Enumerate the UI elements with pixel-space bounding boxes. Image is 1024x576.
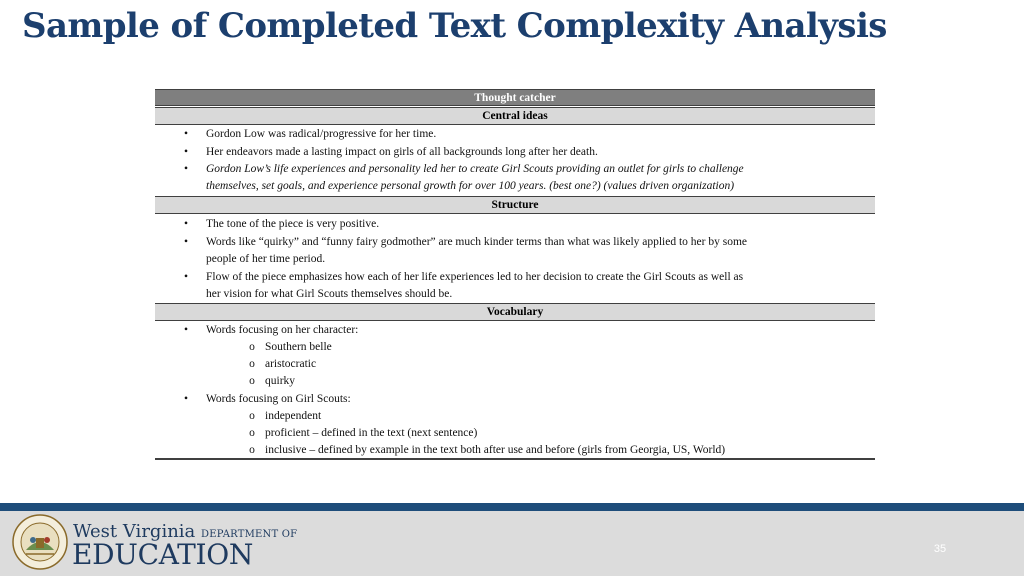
- circle-bullet-icon: o: [249, 427, 255, 439]
- circle-bullet-icon: o: [249, 375, 255, 387]
- circle-bullet-icon: o: [249, 358, 255, 370]
- thought-catcher-header: Thought catcher: [155, 89, 875, 106]
- bullet-icon: •: [183, 163, 189, 175]
- bullet-icon: •: [183, 393, 189, 405]
- bullet-icon: •: [183, 271, 189, 283]
- circle-bullet-icon: o: [249, 341, 255, 353]
- bullet-icon: •: [183, 236, 189, 248]
- wv-state-seal-icon: [12, 514, 68, 570]
- thought-catcher-document: Thought catcher Central ideas • Gordon Low was radical/progressive for her time. • Her endeavors made a lasting impact on girls of all backgrounds long after her death. • Gordon Low’s life experiences and personality led her to create Girl Scouts providing an outlet for girls to challenge themselves, set goals, and experience personal growth for over 100 years. (best one?) (values driven organization) Structure • The tone of the piece is very positive. • Words like “quirky” and “funny fairy godmother” are much kinder terms than what was likely applied to her by some people of her time period. • Flow of the piece emphasizes how each of her life experiences led to her decision to create the Girl Scouts as well as her vision for what Girl Scouts themselves should be. Vocabulary • Words focusing on her character: o Southern belle o aristocratic o quirky • Words focusing on Girl Scouts: o independent o proficient – defined in the text (next sentence) o inclusive – defined by example in the text both after use and before (girls from Georgia, US, World): [155, 89, 875, 460]
- vocabulary-heading: Vocabulary: [155, 303, 875, 321]
- bullet-icon: •: [183, 128, 189, 140]
- bullet-icon: •: [183, 324, 189, 336]
- circle-bullet-icon: o: [249, 444, 255, 456]
- bullet-icon: •: [183, 218, 189, 230]
- table-bottom-border: [155, 458, 875, 460]
- footer-accent-bar: [0, 503, 1024, 511]
- org-unit-wordmark: EDUCATION: [72, 538, 254, 571]
- central-ideas-heading: Central ideas: [155, 107, 875, 125]
- structure-heading: Structure: [155, 196, 875, 214]
- slide-title: Sample of Completed Text Complexity Analysis: [22, 6, 887, 46]
- bullet-icon: •: [183, 146, 189, 158]
- page-number: 35: [933, 543, 947, 555]
- org-wordmark: West Virginia DEPARTMENT OF: [73, 521, 298, 542]
- circle-bullet-icon: o: [249, 410, 255, 422]
